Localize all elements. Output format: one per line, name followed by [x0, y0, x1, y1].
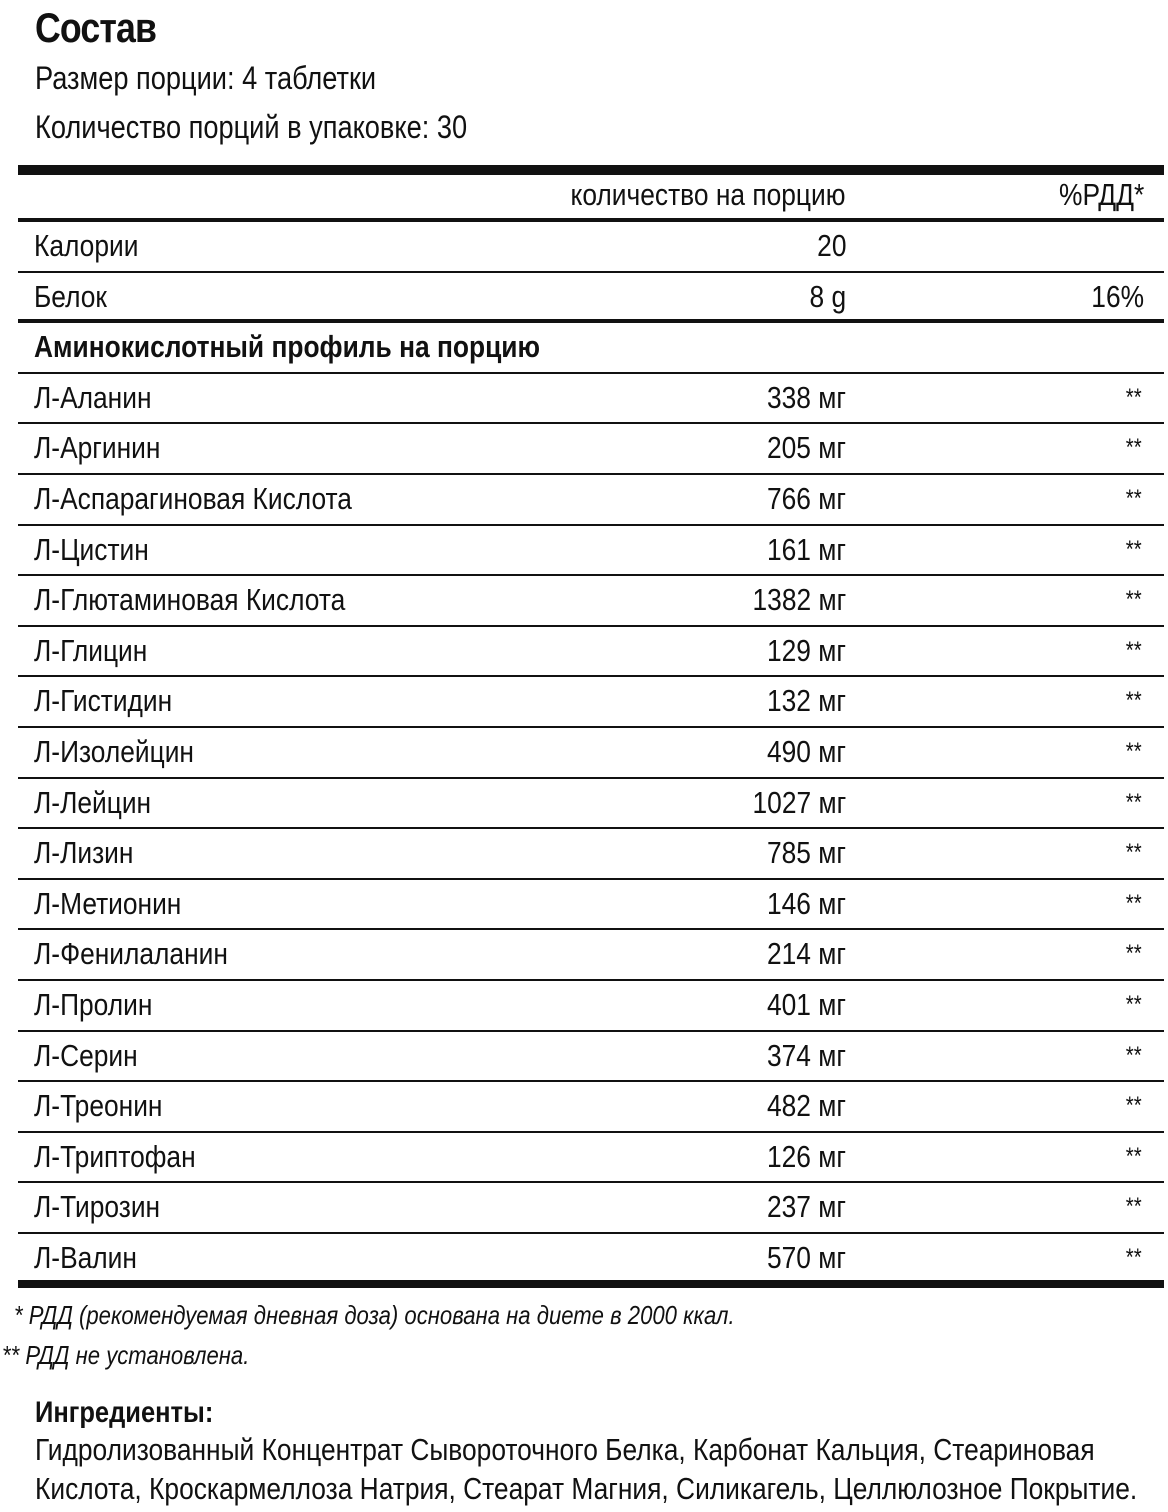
- table-row: [18, 728, 1164, 779]
- amino-acid-amount: 205 мг: [766, 430, 846, 466]
- amino-acid-name: Л-Аспарагиновая Кислота: [34, 480, 352, 516]
- amino-acid-amount: 766 мг: [766, 480, 846, 516]
- amino-acid-name: Л-Триптофан: [34, 1138, 196, 1174]
- table-row-protein: [18, 273, 1164, 324]
- amino-acid-amount: 1027 мг: [752, 784, 846, 820]
- bottom-divider: [18, 1280, 1164, 1288]
- amino-acid-rdd: **: [1126, 990, 1142, 1018]
- amino-acid-rdd: **: [1126, 383, 1142, 411]
- amino-acid-name: Л-Тирозин: [34, 1189, 161, 1225]
- amino-acid-amount: 374 мг: [766, 1037, 846, 1073]
- amino-acid-amount: 1382 мг: [752, 582, 846, 618]
- section-title: Аминокислотный профиль на порцию: [34, 329, 540, 365]
- amino-acid-rdd: **: [1126, 788, 1142, 816]
- amino-acid-rdd: **: [1126, 889, 1142, 917]
- amino-acid-name: Л-Аланин: [34, 379, 152, 415]
- table-row: [18, 1032, 1164, 1083]
- nutrient-amount: 8 g: [809, 278, 846, 314]
- table-row: [18, 475, 1164, 526]
- amino-acid-name: Л-Валин: [34, 1239, 137, 1275]
- amino-acid-name: Л-Глицин: [34, 632, 148, 668]
- table-row: [18, 677, 1164, 728]
- amino-acid-amount: 126 мг: [766, 1138, 846, 1174]
- amino-acid-name: Л-Цистин: [34, 531, 149, 567]
- amino-acid-amount: 338 мг: [766, 379, 846, 415]
- nutrient-name: Белок: [34, 278, 107, 314]
- amino-acid-amount: 785 мг: [766, 835, 846, 871]
- table-row: [18, 1183, 1164, 1234]
- footnote-rdd: * РДД (рекомендуемая дневная доза) основана на диете в 2000 ккал.: [14, 1300, 735, 1330]
- amino-acid-rdd: **: [1126, 636, 1142, 664]
- amino-acid-name: Л-Аргинин: [34, 430, 161, 466]
- amino-acid-rdd: **: [1126, 940, 1142, 968]
- ingredients-heading: Ингредиенты:: [35, 1396, 214, 1429]
- page-title: Состав: [35, 4, 157, 51]
- amino-acid-name: Л-Глютаминовая Кислота: [34, 582, 346, 618]
- table-row-calories: [18, 222, 1164, 273]
- nutrition-table: [18, 222, 1164, 1284]
- amino-acid-amount: 214 мг: [766, 936, 846, 972]
- table-row: [18, 526, 1164, 577]
- nutrient-rdd: 16%: [1091, 278, 1144, 314]
- amino-acid-name: Л-Пролин: [34, 986, 153, 1022]
- table-row: [18, 374, 1164, 425]
- amino-acid-amount: 237 мг: [766, 1189, 846, 1225]
- amino-acid-name: Л-Изолейцин: [34, 733, 194, 769]
- amino-acid-rdd: **: [1126, 484, 1142, 512]
- amino-acid-name: Л-Лизин: [34, 835, 134, 871]
- amino-acid-rdd: **: [1126, 1243, 1142, 1271]
- table-row: [18, 627, 1164, 678]
- amino-acid-rdd: **: [1126, 687, 1142, 715]
- amino-acid-amount: 570 мг: [766, 1239, 846, 1275]
- amino-acid-rdd: **: [1126, 737, 1142, 765]
- amino-acid-rdd: **: [1126, 1092, 1142, 1120]
- table-row: [18, 981, 1164, 1032]
- amino-acid-rdd: **: [1126, 434, 1142, 462]
- amino-acid-name: Л-Серин: [34, 1037, 138, 1073]
- nutrient-name: Калории: [34, 228, 139, 263]
- nutrient-amount: 20: [816, 228, 846, 263]
- servings-per-container: Количество порций в упаковке: 30: [35, 109, 468, 145]
- table-header: [18, 175, 1164, 218]
- top-divider: [18, 165, 1164, 175]
- amino-acid-amount: 129 мг: [766, 632, 846, 668]
- amino-acid-name: Л-Гистидин: [34, 683, 173, 719]
- table-row: [18, 880, 1164, 931]
- amino-acid-rdd: **: [1126, 535, 1142, 563]
- amino-acid-rdd: **: [1126, 1142, 1142, 1170]
- amino-acid-rdd: **: [1126, 839, 1142, 867]
- amino-acid-amount: 401 мг: [766, 986, 846, 1022]
- amino-acid-name: Л-Треонин: [34, 1088, 163, 1124]
- table-row: [18, 779, 1164, 830]
- amino-acid-rdd: **: [1126, 1193, 1142, 1221]
- table-row: [18, 1082, 1164, 1133]
- amino-acid-amount: 146 мг: [766, 885, 846, 921]
- table-row: [18, 930, 1164, 981]
- ingredients-text-line: Кислота, Кроскармеллоза Натрия, Стеарат Магния, Силикагель, Целлюлозное Покрытие.: [35, 1471, 1138, 1506]
- table-row: [18, 1234, 1164, 1285]
- amino-acid-name: Л-Лейцин: [34, 784, 152, 820]
- table-row: [18, 829, 1164, 880]
- amino-section-header: [18, 323, 1164, 374]
- amino-acid-list: [18, 374, 1164, 1285]
- amount-column-header: количество на порцию: [571, 177, 846, 212]
- table-row: [18, 424, 1164, 475]
- footnote-not-set: ** РДД не установлена.: [2, 1340, 250, 1370]
- amino-acid-amount: 161 мг: [766, 531, 846, 567]
- serving-size: Размер порции: 4 таблетки: [35, 60, 377, 96]
- amino-acid-amount: 482 мг: [766, 1088, 846, 1124]
- amino-acid-rdd: **: [1126, 586, 1142, 614]
- ingredients-text-line: Гидролизованный Концентрат Сывороточного Белка, Карбонат Кальция, Стеариновая: [35, 1432, 1095, 1467]
- amino-acid-amount: 132 мг: [766, 683, 846, 719]
- table-row: [18, 576, 1164, 627]
- amino-acid-amount: 490 мг: [766, 733, 846, 769]
- table-row: [18, 1133, 1164, 1184]
- rdd-column-header: %РДД*: [1058, 177, 1144, 212]
- amino-acid-name: Л-Метионин: [34, 885, 182, 921]
- amino-acid-rdd: **: [1126, 1041, 1142, 1069]
- amino-acid-name: Л-Фенилаланин: [34, 936, 228, 972]
